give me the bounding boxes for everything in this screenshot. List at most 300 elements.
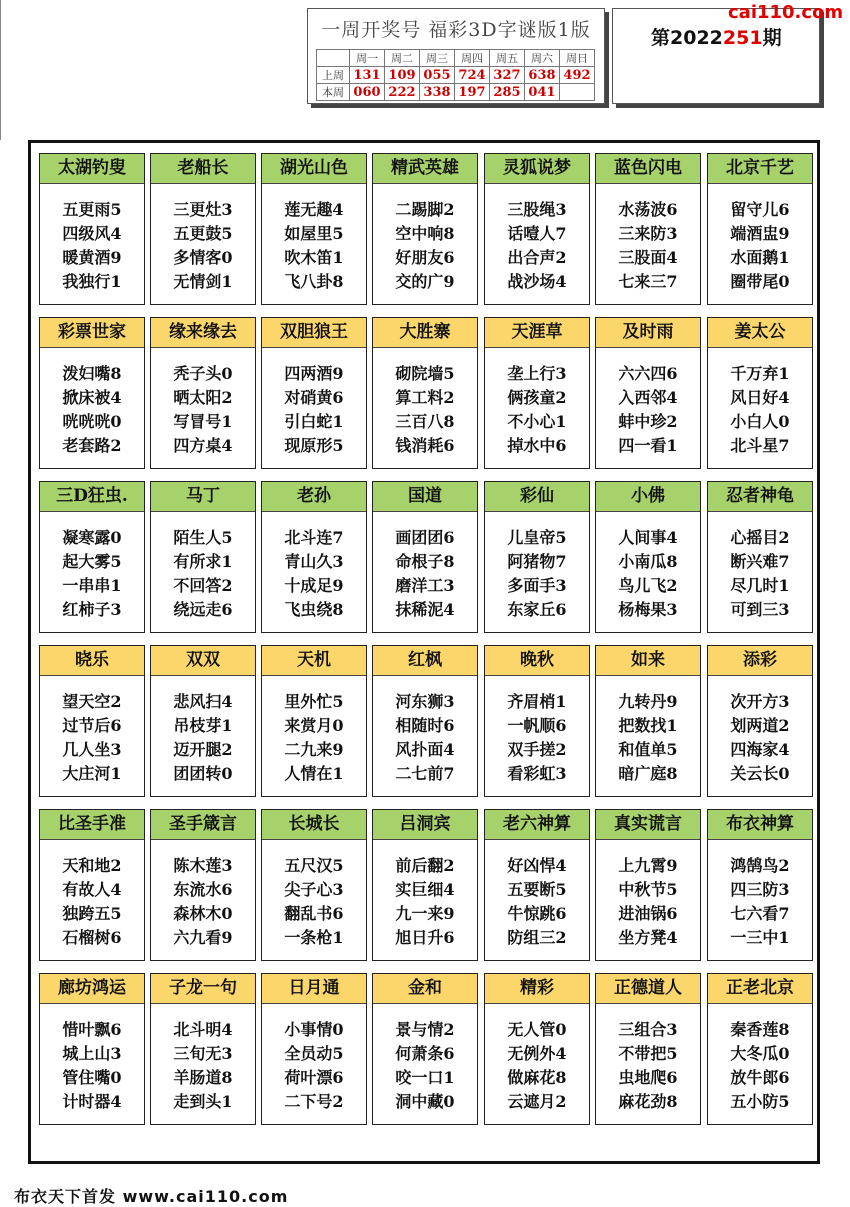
riddle-line: 东流水6 [173, 880, 233, 899]
riddle-line: 陌生人5 [173, 528, 233, 547]
riddle-line: 二踢脚2 [395, 200, 455, 219]
card-author: 晚秋 [485, 646, 589, 676]
riddle-line: 陈木莲3 [173, 856, 233, 875]
puzzle-card [484, 645, 590, 797]
riddle-line: 迈开腿2 [173, 740, 233, 759]
card-author: 马丁 [151, 482, 255, 512]
riddle-line: 尖子心3 [284, 880, 344, 899]
riddle-line: 泼妇嘴8 [62, 364, 122, 383]
riddle-line: 麻花劲8 [618, 1092, 678, 1111]
card-author: 湖光山色 [262, 154, 366, 184]
card-lines [708, 362, 812, 458]
riddle-line: 前后翻2 [395, 856, 455, 875]
riddle-line: 无情剑1 [173, 272, 233, 291]
riddle-line: 抹稀泥4 [395, 600, 455, 619]
riddle-line: 计时器4 [62, 1092, 122, 1111]
card-author: 大胜寨 [373, 318, 477, 348]
riddle-line: 莲无趣4 [284, 200, 344, 219]
card-author: 子龙一句 [151, 974, 255, 1004]
riddle-line: 秦香莲8 [730, 1020, 790, 1039]
day-header: 周日 [560, 50, 595, 67]
riddle-line: 飞虫绕8 [284, 600, 344, 619]
card-lines [485, 690, 589, 786]
puzzle-card [595, 317, 701, 469]
weekly-draw-panel [307, 8, 605, 104]
card-lines [40, 690, 144, 786]
riddle-line: 五小防5 [730, 1092, 790, 1111]
day-header: 周五 [490, 50, 525, 67]
riddle-line: 全员动5 [284, 1044, 344, 1063]
puzzle-card [39, 973, 145, 1125]
card-author: 圣手箴言 [151, 810, 255, 840]
card-author: 红枫 [373, 646, 477, 676]
day-header: 周一 [350, 50, 385, 67]
riddle-line: 大庄河1 [62, 764, 122, 783]
site-logo-text[interactable]: cai110.com [728, 2, 844, 23]
riddle-line: 虫地爬6 [618, 1068, 678, 1087]
riddle-line: 小南瓜8 [618, 552, 678, 571]
card-author: 国道 [373, 482, 477, 512]
draw-number [560, 84, 595, 101]
card-lines [262, 362, 366, 458]
puzzle-card [261, 317, 367, 469]
card-author: 三D狂虫. [40, 482, 144, 512]
riddle-line: 一三中1 [730, 928, 790, 947]
riddle-line: 鸟儿飞2 [618, 576, 678, 595]
card-lines [596, 1018, 700, 1114]
card-author: 双双 [151, 646, 255, 676]
draw-number: 055 [420, 67, 455, 84]
riddle-line: 多情客0 [173, 248, 233, 267]
riddle-line: 管住嘴0 [62, 1068, 122, 1087]
puzzle-card [484, 809, 590, 961]
draw-number: 638 [525, 67, 560, 84]
card-lines [40, 526, 144, 622]
puzzle-card [595, 153, 701, 305]
puzzle-card [484, 317, 590, 469]
weekly-draw-table [316, 49, 595, 101]
riddle-line: 阿猪物7 [507, 552, 567, 571]
card-lines [708, 198, 812, 294]
card-author: 缘来缘去 [151, 318, 255, 348]
riddle-line: 人情在1 [284, 764, 344, 783]
riddle-line: 五更鼓5 [173, 224, 233, 243]
corner-cell [317, 50, 350, 67]
riddle-line: 如屋里5 [284, 224, 344, 243]
riddle-line: 心摇目2 [730, 528, 790, 547]
puzzle-card [484, 481, 590, 633]
card-lines [40, 198, 144, 294]
riddle-line: 上九霄9 [618, 856, 678, 875]
card-lines [596, 854, 700, 950]
card-lines [40, 1018, 144, 1114]
riddle-line: 城上山3 [62, 1044, 122, 1063]
puzzle-card [595, 645, 701, 797]
riddle-line: 无例外4 [507, 1044, 567, 1063]
riddle-line: 四三防3 [730, 880, 790, 899]
riddle-line: 二下号2 [284, 1092, 344, 1111]
riddle-line: 好凶悍4 [507, 856, 567, 875]
puzzle-card [39, 481, 145, 633]
card-author: 长城长 [262, 810, 366, 840]
card-author: 如来 [596, 646, 700, 676]
riddle-line: 六九看9 [173, 928, 233, 947]
riddle-line: 蚌中珍2 [618, 412, 678, 431]
card-lines [151, 854, 255, 950]
card-author: 吕洞宾 [373, 810, 477, 840]
draw-number: 338 [420, 84, 455, 101]
riddle-line: 好朋友6 [395, 248, 455, 267]
card-author: 老六神算 [485, 810, 589, 840]
card-author: 彩票世家 [40, 318, 144, 348]
card-author: 天涯草 [485, 318, 589, 348]
riddle-line: 中秋节5 [618, 880, 678, 899]
card-author: 天机 [262, 646, 366, 676]
riddle-line: 旭日升6 [395, 928, 455, 947]
riddle-line: 咬一口1 [395, 1068, 455, 1087]
riddle-line: 齐眉梢1 [507, 692, 567, 711]
riddle-line: 景与情2 [395, 1020, 455, 1039]
riddle-line: 交的广9 [395, 272, 455, 291]
day-header: 周六 [525, 50, 560, 67]
card-lines [262, 1018, 366, 1114]
card-lines [485, 198, 589, 294]
day-header: 周四 [455, 50, 490, 67]
card-lines [262, 198, 366, 294]
left-border-line [0, 0, 1, 140]
puzzle-card [707, 153, 813, 305]
riddle-line: 三股绳3 [507, 200, 567, 219]
draw-number: 327 [490, 67, 525, 84]
riddle-line: 暖黄酒9 [62, 248, 122, 267]
riddle-line: 水荡波6 [618, 200, 678, 219]
riddle-line: 何萧条6 [395, 1044, 455, 1063]
riddle-line: 掉水中6 [507, 436, 567, 455]
card-lines [151, 690, 255, 786]
riddle-line: 森林木0 [173, 904, 233, 923]
riddle-line: 现原形5 [284, 436, 344, 455]
riddle-line: 荷叶漂6 [284, 1068, 344, 1087]
riddle-line: 绕远走6 [173, 600, 233, 619]
riddle-line: 我独行1 [62, 272, 122, 291]
riddle-line: 风扑面4 [395, 740, 455, 759]
riddle-line: 秃子头0 [173, 364, 233, 383]
riddle-line: 杨梅果3 [618, 600, 678, 619]
card-lines [262, 526, 366, 622]
this-week-label: 本周 [317, 84, 350, 101]
card-lines [262, 854, 366, 950]
puzzle-card [150, 153, 256, 305]
card-lines [596, 198, 700, 294]
issue-number [651, 23, 782, 50]
puzzle-card [372, 153, 478, 305]
card-lines [596, 362, 700, 458]
riddle-line: 五更雨5 [62, 200, 122, 219]
riddle-line: 算工料2 [395, 388, 455, 407]
puzzle-card [372, 645, 478, 797]
issue-digits: 251 [722, 27, 763, 49]
riddle-line: 红柿子3 [62, 600, 122, 619]
riddle-line: 入西邻4 [618, 388, 678, 407]
card-lines [373, 690, 477, 786]
riddle-line: 磨洋工3 [395, 576, 455, 595]
riddle-line: 石榴树6 [62, 928, 122, 947]
riddle-line: 悲风扫4 [173, 692, 233, 711]
card-author: 日月通 [262, 974, 366, 1004]
puzzle-card [707, 481, 813, 633]
card-lines [708, 526, 812, 622]
day-header: 周二 [385, 50, 420, 67]
card-lines [373, 854, 477, 950]
riddle-line: 一条枪1 [284, 928, 344, 947]
puzzle-card [595, 809, 701, 961]
draw-number: 131 [350, 67, 385, 84]
card-lines [708, 1018, 812, 1114]
riddle-line: 鸿鹄鸟2 [730, 856, 790, 875]
footer-credit: 布衣天下首发 www.cai110.com [14, 1187, 289, 1206]
riddle-line: 羊肠道8 [173, 1068, 233, 1087]
card-lines [151, 1018, 255, 1114]
card-lines [373, 198, 477, 294]
card-author: 灵狐说梦 [485, 154, 589, 184]
riddle-line: 话噎人7 [507, 224, 567, 243]
puzzle-card [150, 645, 256, 797]
card-author: 正老北京 [708, 974, 812, 1004]
riddle-line: 九一来9 [395, 904, 455, 923]
riddle-line: 断兴难7 [730, 552, 790, 571]
puzzle-card [707, 645, 813, 797]
riddle-line: 三更灶3 [173, 200, 233, 219]
puzzle-card [150, 317, 256, 469]
riddle-line: 里外忙5 [284, 692, 344, 711]
riddle-line: 几人坐3 [62, 740, 122, 759]
card-lines [373, 526, 477, 622]
day-header: 周三 [420, 50, 455, 67]
riddle-line: 晒太阳2 [173, 388, 233, 407]
puzzle-card [595, 973, 701, 1125]
riddle-line: 不回答2 [173, 576, 233, 595]
riddle-line: 实巨细4 [395, 880, 455, 899]
last-week-row [317, 67, 595, 84]
riddle-line: 有故人4 [62, 880, 122, 899]
puzzle-card [150, 481, 256, 633]
riddle-line: 垄上行3 [507, 364, 567, 383]
card-author: 双胆狼王 [262, 318, 366, 348]
riddle-line: 六六四6 [618, 364, 678, 383]
this-week-row [317, 84, 595, 101]
riddle-line: 东家丘6 [507, 600, 567, 619]
riddle-line: 小事情0 [284, 1020, 344, 1039]
puzzle-card [707, 809, 813, 961]
riddle-line: 三旬无3 [173, 1044, 233, 1063]
riddle-line: 五尺汉5 [284, 856, 344, 875]
card-lines [40, 362, 144, 458]
card-lines [373, 1018, 477, 1114]
riddle-line: 把数找1 [618, 716, 678, 735]
riddle-line: 坐方凳4 [618, 928, 678, 947]
riddle-line: 不小心1 [507, 412, 567, 431]
draw-number: 197 [455, 84, 490, 101]
card-lines [40, 854, 144, 950]
puzzle-card [261, 645, 367, 797]
card-lines [708, 854, 812, 950]
riddle-line: 五要断5 [507, 880, 567, 899]
card-lines [151, 198, 255, 294]
riddle-line: 九转丹9 [618, 692, 678, 711]
riddle-line: 出合声2 [507, 248, 567, 267]
riddle-line: 战沙场4 [507, 272, 567, 291]
riddle-line: 命根子8 [395, 552, 455, 571]
riddle-line: 惜叶飘6 [62, 1020, 122, 1039]
riddle-line: 四方桌4 [173, 436, 233, 455]
card-lines [485, 854, 589, 950]
riddle-line: 圈带尾0 [730, 272, 790, 291]
riddle-line: 砌院墙5 [395, 364, 455, 383]
issue-prefix: 第2022 [651, 27, 723, 49]
riddle-line: 俩孩童2 [507, 388, 567, 407]
days-row [317, 50, 595, 67]
riddle-line: 小白人0 [730, 412, 790, 431]
card-author: 布衣神算 [708, 810, 812, 840]
riddle-line: 次开方3 [730, 692, 790, 711]
weekly-draw-title: 一周开奖号 福彩3D字谜版1版 [321, 19, 591, 41]
card-author: 廊坊鸿运 [40, 974, 144, 1004]
riddle-line: 风日好4 [730, 388, 790, 407]
riddle-line: 防组三2 [507, 928, 567, 947]
card-author: 金和 [373, 974, 477, 1004]
riddle-line: 空中响8 [395, 224, 455, 243]
riddle-line: 来赏月0 [284, 716, 344, 735]
riddle-line: 画团团6 [395, 528, 455, 547]
card-author: 老孙 [262, 482, 366, 512]
card-lines [596, 526, 700, 622]
riddle-line: 云遮月2 [507, 1092, 567, 1111]
riddle-line: 青山久3 [284, 552, 344, 571]
riddle-line: 洞中藏0 [395, 1092, 455, 1111]
riddle-line: 四两酒9 [284, 364, 344, 383]
riddle-line: 二七前7 [395, 764, 455, 783]
riddle-line: 北斗星7 [730, 436, 790, 455]
riddle-line: 团团转0 [173, 764, 233, 783]
card-lines [708, 690, 812, 786]
riddle-line: 起大雾5 [62, 552, 122, 571]
riddle-line: 凝寒露0 [62, 528, 122, 547]
riddle-line: 飞八卦8 [284, 272, 344, 291]
riddle-line: 吊枝芽1 [173, 716, 233, 735]
puzzle-card [372, 481, 478, 633]
card-lines [151, 362, 255, 458]
riddle-line: 十成足9 [284, 576, 344, 595]
riddle-line: 双手搓2 [507, 740, 567, 759]
riddle-line: 进油锅6 [618, 904, 678, 923]
puzzle-card [484, 973, 590, 1125]
riddle-line: 放牛郎6 [730, 1068, 790, 1087]
riddle-line: 北斗明4 [173, 1020, 233, 1039]
card-author: 真实谎言 [596, 810, 700, 840]
riddle-line: 不带把5 [618, 1044, 678, 1063]
riddle-line: 掀床被4 [62, 388, 122, 407]
card-author: 晓乐 [40, 646, 144, 676]
draw-number: 724 [455, 67, 490, 84]
puzzle-card [39, 809, 145, 961]
puzzle-card [707, 973, 813, 1125]
riddle-line: 过节后6 [62, 716, 122, 735]
puzzle-card [595, 481, 701, 633]
draw-number: 060 [350, 84, 385, 101]
riddle-line: 四级风4 [62, 224, 122, 243]
card-author: 精彩 [485, 974, 589, 1004]
riddle-line: 四海家4 [730, 740, 790, 759]
issue-suffix: 期 [762, 27, 782, 49]
riddle-line: 写冒号1 [173, 412, 233, 431]
riddle-line: 望天空2 [62, 692, 122, 711]
riddle-line: 吹木笛1 [284, 248, 344, 267]
card-author: 及时雨 [596, 318, 700, 348]
card-lines [485, 1018, 589, 1114]
riddle-line: 留守儿6 [730, 200, 790, 219]
riddle-line: 相随时6 [395, 716, 455, 735]
puzzle-card [39, 153, 145, 305]
riddle-line: 划两道2 [730, 716, 790, 735]
riddle-line: 引白蛇1 [284, 412, 344, 431]
riddle-line: 三组合3 [618, 1020, 678, 1039]
riddle-line: 水面鹅1 [730, 248, 790, 267]
card-author: 比圣手准 [40, 810, 144, 840]
puzzle-card [372, 973, 478, 1125]
puzzle-card [372, 317, 478, 469]
draw-number: 285 [490, 84, 525, 101]
riddle-line: 对硝黄6 [284, 388, 344, 407]
riddle-line: 有所求1 [173, 552, 233, 571]
riddle-line: 老套路2 [62, 436, 122, 455]
riddle-line: 暗广庭8 [618, 764, 678, 783]
riddle-line: 独跨五5 [62, 904, 122, 923]
card-author: 北京千艺 [708, 154, 812, 184]
card-author: 彩仙 [485, 482, 589, 512]
riddle-line: 牛惊跳6 [507, 904, 567, 923]
draw-number: 222 [385, 84, 420, 101]
card-author: 小佛 [596, 482, 700, 512]
riddle-line: 可到三3 [730, 600, 790, 619]
riddle-line: 河东狮3 [395, 692, 455, 711]
riddle-line: 尽几时1 [730, 576, 790, 595]
riddle-line: 钱消耗6 [395, 436, 455, 455]
card-author: 老船长 [151, 154, 255, 184]
riddle-line: 儿皇帝5 [507, 528, 567, 547]
card-author: 姜太公 [708, 318, 812, 348]
riddle-line: 七来三7 [618, 272, 678, 291]
card-lines [151, 526, 255, 622]
card-lines [485, 526, 589, 622]
riddle-line: 一串串1 [62, 576, 122, 595]
riddle-line: 咣咣咣0 [62, 412, 122, 431]
riddle-line: 七六看7 [730, 904, 790, 923]
card-author: 精武英雄 [373, 154, 477, 184]
puzzle-card [261, 809, 367, 961]
puzzle-card [261, 153, 367, 305]
riddle-line: 看彩虹3 [507, 764, 567, 783]
puzzle-card [39, 317, 145, 469]
riddle-line: 端酒盅9 [730, 224, 790, 243]
riddle-line: 多面手3 [507, 576, 567, 595]
riddle-line: 四一看1 [618, 436, 678, 455]
puzzle-card [484, 153, 590, 305]
riddle-line: 做麻花8 [507, 1068, 567, 1087]
puzzle-grid [28, 140, 820, 1164]
puzzle-card [261, 973, 367, 1125]
riddle-line: 无人管0 [507, 1020, 567, 1039]
card-author: 太湖钓叟 [40, 154, 144, 184]
